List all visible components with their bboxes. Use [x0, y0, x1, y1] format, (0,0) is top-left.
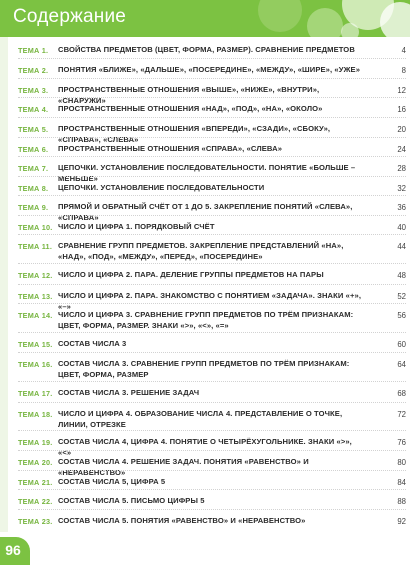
toc-divider	[18, 509, 406, 510]
toc-topic-title: ПРОСТРАНСТВЕННЫЕ ОТНОШЕНИЯ «ВПЕРЕДИ», «СЗАДИ», «СБОКУ», «СПРАВА», «СЛЕВА»	[58, 124, 331, 144]
toc-page-number: 48	[397, 271, 406, 280]
toc-topic-title: ЧИСЛО И ЦИФРА 1. ПОРЯДКОВЫЙ СЧЁТ	[58, 222, 215, 231]
toc-page-number: 80	[397, 458, 406, 467]
toc-page-number: 32	[397, 184, 406, 193]
toc-topic-number: ТЕМА 8.	[18, 184, 49, 193]
toc-page-number: 24	[397, 145, 406, 154]
toc-divider	[18, 470, 406, 471]
toc-divider	[18, 284, 406, 285]
toc-topic-title: ЧИСЛО И ЦИФРА 3. СРАВНЕНИЕ ГРУПП ПРЕДМЕТОВ ПО ТРЁМ ПРИЗНАКАМ: ЦВЕТ, ФОРМА, РАЗМЕР. ЗНАКИ «>», «<», «=»	[58, 310, 354, 330]
toc-page-number: 36	[397, 203, 406, 212]
toc-topic-number: ТЕМА 10.	[18, 223, 53, 232]
toc-page-number: 60	[397, 340, 406, 349]
toc-topic-title: ПРОСТРАНСТВЕННЫЕ ОТНОШЕНИЯ «НАД», «ПОД», «НА», «ОКОЛО»	[58, 104, 323, 113]
toc-page-number: 20	[397, 125, 406, 134]
toc-topic-number: ТЕМА 18.	[18, 410, 53, 419]
toc-divider	[18, 450, 406, 451]
toc-topic-title: СОСТАВ ЧИСЛА 4. РЕШЕНИЕ ЗАДАЧ. ПОНЯТИЯ «РАВЕНСТВО» И «НЕРАВЕНСТВО»	[58, 457, 309, 477]
toc-divider	[18, 234, 406, 235]
toc-divider	[18, 97, 406, 98]
toc-topic-title: СОСТАВ ЧИСЛА 5, ЦИФРА 5	[58, 477, 166, 486]
toc-topic-title: СОСТАВ ЧИСЛА 3	[58, 339, 127, 348]
toc-divider	[18, 332, 406, 333]
toc-topic-title: ЦЕПОЧКИ. УСТАНОВЛЕНИЕ ПОСЛЕДОВАТЕЛЬНОСТИ. ПОНЯТИЕ «БОЛЬШЕ – МЕНЬШЕ»	[58, 163, 356, 183]
toc-topic-title: СРАВНЕНИЕ ГРУПП ПРЕДМЕТОВ. ЗАКРЕПЛЕНИЕ ПРЕДСТАВЛЕНИЙ «НА», «НАД», «ПОД», «МЕЖДУ», «ПЕРЕД», «ПОСЕРЕДИНЕ»	[58, 241, 344, 261]
toc-topic-title: СВОЙСТВА ПРЕДМЕТОВ (ЦВЕТ, ФОРМА, РАЗМЕР). СРАВНЕНИЕ ПРЕДМЕТОВ	[58, 45, 355, 54]
toc-topic-number: ТЕМА 6.	[18, 145, 49, 154]
toc-page-number: 12	[397, 86, 406, 95]
toc-topic-number: ТЕМА 4.	[18, 105, 49, 114]
toc-divider	[18, 176, 406, 177]
toc-topic-title: ЧИСЛО И ЦИФРА 2. ПАРА. ДЕЛЕНИЕ ГРУППЫ ПРЕДМЕТОВ НА ПАРЫ	[58, 270, 324, 279]
toc-topic-number: ТЕМА 1.	[18, 46, 49, 55]
toc-topic-title: ЧИСЛО И ЦИФРА 4. ОБРАЗОВАНИЕ ЧИСЛА 4. ПРЕДСТАВЛЕНИЕ О ТОЧКЕ, ЛИНИИ, ОТРЕЗКЕ	[58, 409, 343, 429]
toc-topic-title: СОСТАВ ЧИСЛА 5. ПОНЯТИЯ «РАВЕНСТВО» И «НЕРАВЕНСТВО»	[58, 516, 306, 525]
toc-divider	[18, 303, 406, 304]
toc-divider	[18, 156, 406, 157]
toc-divider	[18, 381, 406, 382]
toc-topic-title: СОСТАВ ЧИСЛА 3. РЕШЕНИЕ ЗАДАЧ	[58, 388, 200, 397]
toc-divider	[18, 195, 406, 196]
toc-topic-title: ЦЕПОЧКИ. УСТАНОВЛЕНИЕ ПОСЛЕДОВАТЕЛЬНОСТИ	[58, 183, 265, 192]
toc-topic-number: ТЕМА 13.	[18, 292, 53, 301]
toc-page-number: 16	[397, 105, 406, 114]
toc-page-number: 76	[397, 438, 406, 447]
toc-topic-number: ТЕМА 5.	[18, 125, 49, 134]
toc-divider	[18, 352, 406, 353]
toc-page-number: 44	[397, 242, 406, 251]
toc-topic-title: ЧИСЛО И ЦИФРА 2. ПАРА. ЗНАКОМСТВО С ПОНЯТИЕМ «ЗАДАЧА». ЗНАКИ «+», «–»	[58, 291, 362, 311]
toc-topic-number: ТЕМА 16.	[18, 360, 53, 369]
toc-divider	[18, 117, 406, 118]
toc-topic-number: ТЕМА 3.	[18, 86, 49, 95]
toc-page-number: 72	[397, 410, 406, 419]
toc-divider	[18, 78, 406, 79]
toc-topic-title: ПОНЯТИЯ «БЛИЖЕ», «ДАЛЬШЕ», «ПОСЕРЕДИНЕ», «МЕЖДУ», «ШИРЕ», «УЖЕ»	[58, 65, 361, 74]
toc-divider	[18, 402, 406, 403]
toc-topic-title: ПРОСТРАНСТВЕННЫЕ ОТНОШЕНИЯ «ВЫШЕ», «НИЖЕ», «ВНУТРИ», «СНАРУЖИ»	[58, 85, 320, 105]
toc-page-number: 56	[397, 311, 406, 320]
toc-page-number: 68	[397, 389, 406, 398]
toc-topic-number: ТЕМА 23.	[18, 517, 53, 526]
toc-topic-title: СОСТАВ ЧИСЛА 5. ПИСЬМО ЦИФРЫ 5	[58, 496, 205, 505]
toc-topic-number: ТЕМА 20.	[18, 458, 53, 467]
toc-topic-title: ПРЯМОЙ И ОБРАТНЫЙ СЧЁТ ОТ 1 ДО 5. ЗАКРЕПЛЕНИЕ ПОНЯТИЙ «СЛЕВА», «СПРАВА»	[58, 202, 353, 222]
toc-topic-title: СОСТАВ ЧИСЛА 3. СРАВНЕНИЕ ГРУПП ПРЕДМЕТОВ ПО ТРЁМ ПРИЗНАКАМ: ЦВЕТ, ФОРМА, РАЗМЕР	[58, 359, 350, 379]
toc-page-number: 8	[401, 66, 406, 75]
toc-topic-number: ТЕМА 9.	[18, 203, 49, 212]
toc-page-number: 84	[397, 478, 406, 487]
toc-page-number: 92	[397, 517, 406, 526]
page-title: Содержание	[13, 6, 127, 27]
toc-topic-number: ТЕМА 11.	[18, 242, 53, 251]
toc-topic-title: ПРОСТРАНСТВЕННЫЕ ОТНОШЕНИЯ «СПРАВА», «СЛЕВА»	[58, 144, 283, 153]
toc-topic-number: ТЕМА 15.	[18, 340, 53, 349]
toc-topic-number: ТЕМА 12.	[18, 271, 53, 280]
toc-page-number: 52	[397, 292, 406, 301]
toc-divider	[18, 137, 406, 138]
toc-page-number: 4	[401, 46, 406, 55]
toc-topic-title: СОСТАВ ЧИСЛА 4, ЦИФРА 4. ПОНЯТИЕ О ЧЕТЫРЁХУГОЛЬНИКЕ. ЗНАКИ «>», «<»	[58, 437, 352, 457]
toc-divider	[18, 263, 406, 264]
toc-divider	[18, 58, 406, 59]
page-number: 96	[5, 542, 21, 558]
toc-divider	[18, 215, 406, 216]
toc-divider	[18, 430, 406, 431]
toc-page-number: 28	[397, 164, 406, 173]
toc-topic-number: ТЕМА 2.	[18, 66, 49, 75]
page-number-badge	[0, 537, 30, 565]
toc-page-number: 64	[397, 360, 406, 369]
toc-topic-number: ТЕМА 21.	[18, 478, 53, 487]
toc-topic-number: ТЕМА 14.	[18, 311, 53, 320]
toc-topic-number: ТЕМА 19.	[18, 438, 53, 447]
toc-divider	[18, 489, 406, 490]
toc-page-number: 88	[397, 497, 406, 506]
toc-topic-number: ТЕМА 17.	[18, 389, 53, 398]
toc-topic-number: ТЕМА 7.	[18, 164, 49, 173]
toc-page-number: 40	[397, 223, 406, 232]
toc-topic-number: ТЕМА 22.	[18, 497, 53, 506]
